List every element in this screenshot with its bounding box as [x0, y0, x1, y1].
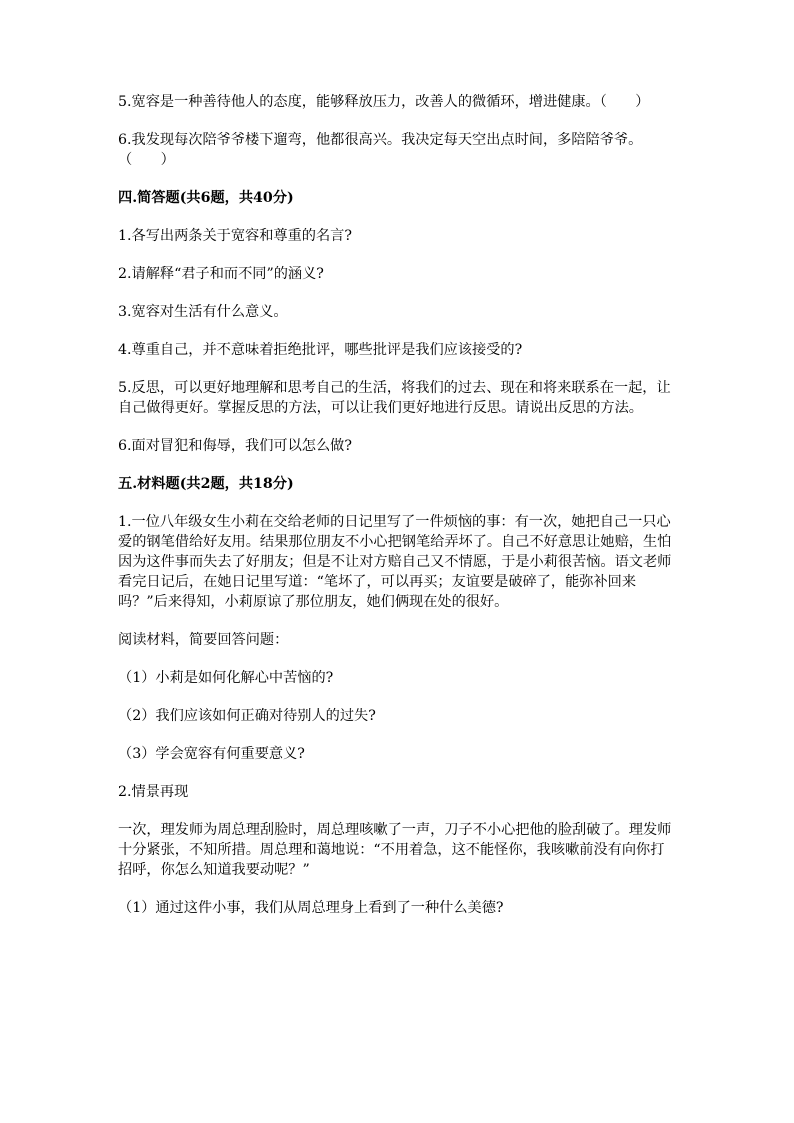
- material-2-text: 一次，理发师为周总理刮脸时，周总理咳嗽了一声，刀子不小心把他的脸刮破了。理发师十分紧张，不知所措。周总理和蔼地说：“不用着急，这不能怪你，我咳嗽前没有向你打招呼，你怎么知道我要动呢？”: [118, 822, 672, 878]
- material-1-sub-3: （3）学会宽容有何重要意义?: [118, 746, 305, 762]
- material-1-sub-2: （2）我们应该如何正确对待别人的过失?: [118, 708, 376, 724]
- short-answer-4: 4.尊重自己，并不意味着拒绝批评，哪些批评是我们应该接受的?: [118, 342, 523, 358]
- short-answer-1: 1.各写出两条关于宽容和尊重的名言?: [118, 228, 352, 244]
- judge-question-5: 5.宽容是一种善待他人的态度，能够释放压力，改善人的微循环，增进健康。（ ）: [118, 94, 650, 110]
- exam-page: [118, 92, 678, 936]
- material-1-text: 1.一位八年级女生小莉在交给老师的日记里写了一件烦恼的事：有一次，她把自己一只心爱的钢笔借给好友用。结果那位朋友不小心把钢笔给弄坏了。自己不好意思让她赔，生怕因为这件事而失去了好朋友；但是不让对方赔自己又不情愿，于是小莉很苦恼。语文老师看完日记后，在她日记里写道：“笔坏了，可以再买；友谊要是破碎了，能弥补回来吗？”后来得知，小莉原谅了那位朋友，她们俩现在处的很好。: [118, 514, 672, 610]
- material-2-title: 2.情景再现: [118, 784, 189, 800]
- judge-question-6: 6.我发现每次陪爷爷楼下遛弯，他都很高兴。我决定每天空出点时间，多陪陪爷爷。（ ）: [118, 132, 643, 168]
- material-1-sub-1: （1）小莉是如何化解心中苦恼的?: [118, 670, 334, 686]
- short-answer-5: 5.反思，可以更好地理解和思考自己的生活，将我们的过去、现在和将来联系在一起，让自己做得更好。掌握反思的方法，可以让我们更好地进行反思。请说出反思的方法。: [118, 380, 671, 416]
- section-4-heading: 四.简答题(共6题，共40分): [118, 190, 294, 206]
- section-5-heading: 五.材料题(共2题，共18分): [118, 476, 294, 492]
- material-2-sub-1: （1）通过这件小事，我们从周总理身上看到了一种什么美德?: [118, 900, 504, 916]
- short-answer-2: 2.请解释“君子和而不同”的涵义?: [118, 266, 324, 282]
- material-1-prompt: 阅读材料，简要回答问题：: [118, 632, 289, 648]
- short-answer-3: 3.宽容对生活有什么意义。: [118, 304, 288, 320]
- short-answer-6: 6.面对冒犯和侮辱，我们可以怎么做?: [118, 438, 352, 454]
